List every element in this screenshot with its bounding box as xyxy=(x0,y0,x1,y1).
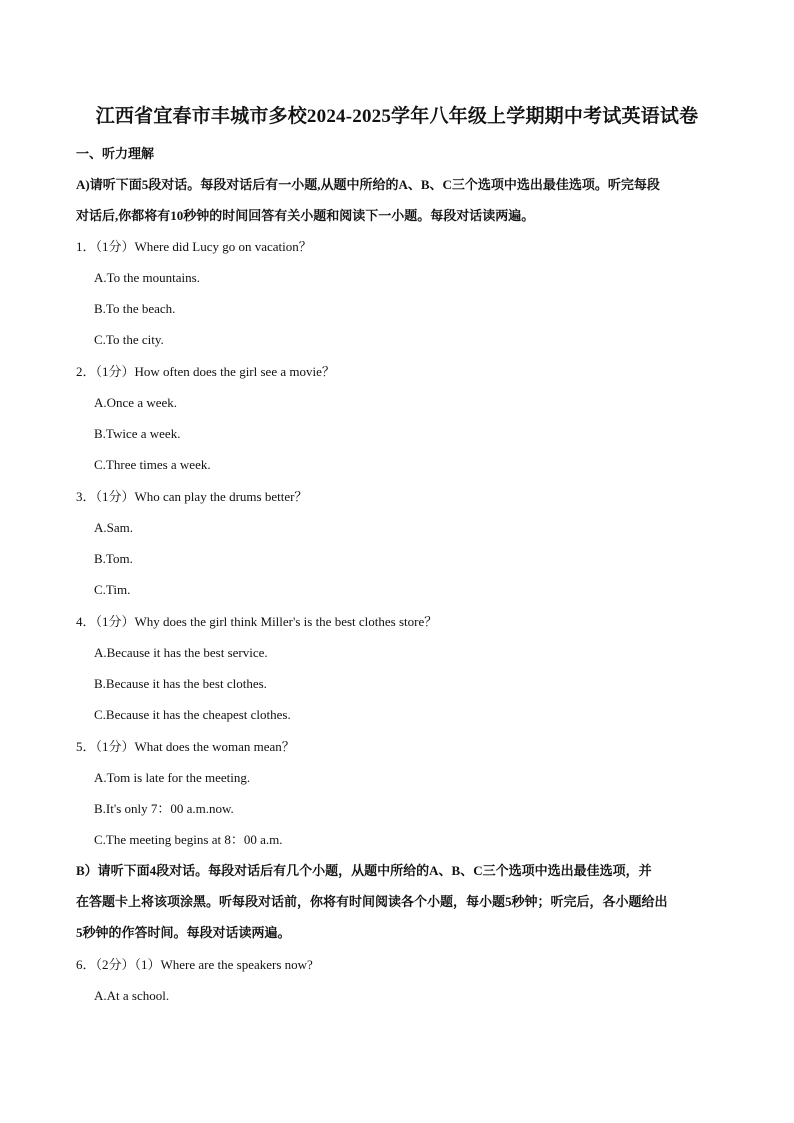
question-5-stem: 5．（1分）What does the woman mean？ xyxy=(76,739,295,754)
question-4-option-b: B.Because it has the best clothes. xyxy=(94,676,267,691)
question-2-stem: 2．（1分）How often does the girl see a movie？ xyxy=(76,364,335,379)
question-2-option-a: A.Once a week. xyxy=(94,395,178,410)
part-a-instructions-line-2: 对话后,你都将有10秒钟的时间回答有关小题和阅读下一小题。每段对话读两遍。 xyxy=(76,208,535,223)
section-heading-listening: 一、听力理解 xyxy=(76,146,155,161)
question-6-stem: 6．（2分）（1）Where are the speakers now? xyxy=(76,957,313,972)
question-5-option-a: A.Tom is late for the meeting. xyxy=(94,770,251,785)
question-3-option-c: C.Tim. xyxy=(94,582,131,597)
question-1-option-c: C.To the city. xyxy=(94,332,164,347)
part-b-instructions-line-1: B）请听下面4段对话。每段对话后有几个小题，从题中所给的A、B、C三个选项中选出最佳选项，并 xyxy=(76,863,652,878)
question-1-option-b: B.To the beach. xyxy=(94,301,176,316)
question-4-option-a: A.Because it has the best service. xyxy=(94,645,268,660)
part-b-instructions-line-3: 5秒钟的作答时间。每段对话读两遍。 xyxy=(76,925,291,940)
question-3-option-b: B.Tom. xyxy=(94,551,133,566)
question-4-stem: 4．（1分）Why does the girl think Miller's is the best clothes store？ xyxy=(76,614,438,629)
question-2-option-c: C.Three times a week. xyxy=(94,457,211,472)
part-a-instructions-line-1: A)请听下面5段对话。每段对话后有一小题,从题中所给的A、B、C三个选项中选出最佳选项。听完每段 xyxy=(76,177,660,192)
question-2-option-b: B.Twice a week. xyxy=(94,426,181,441)
question-6-option-a: A.At a school. xyxy=(94,988,170,1003)
question-4-option-c: C.Because it has the cheapest clothes. xyxy=(94,707,291,722)
question-5-option-b: B.It's only 7：00 a.m.now. xyxy=(94,801,234,816)
question-1-stem: 1．（1分）Where did Lucy go on vacation？ xyxy=(76,239,312,254)
part-b-instructions-line-2: 在答题卡上将该项涂黑。听每段对话前，你将有时间阅读各个小题，每小题5秒钟；听完后，各小题给出 xyxy=(76,894,668,909)
question-1-option-a: A.To the mountains. xyxy=(94,270,200,285)
question-3-stem: 3．（1分）Who can play the drums better？ xyxy=(76,489,308,504)
question-3-option-a: A.Sam. xyxy=(94,520,133,535)
exam-title: 江西省宜春市丰城市多校2024-2025学年八年级上学期期中考试英语试卷 xyxy=(95,106,699,127)
question-5-option-c: C.The meeting begins at 8：00 a.m. xyxy=(94,832,283,847)
